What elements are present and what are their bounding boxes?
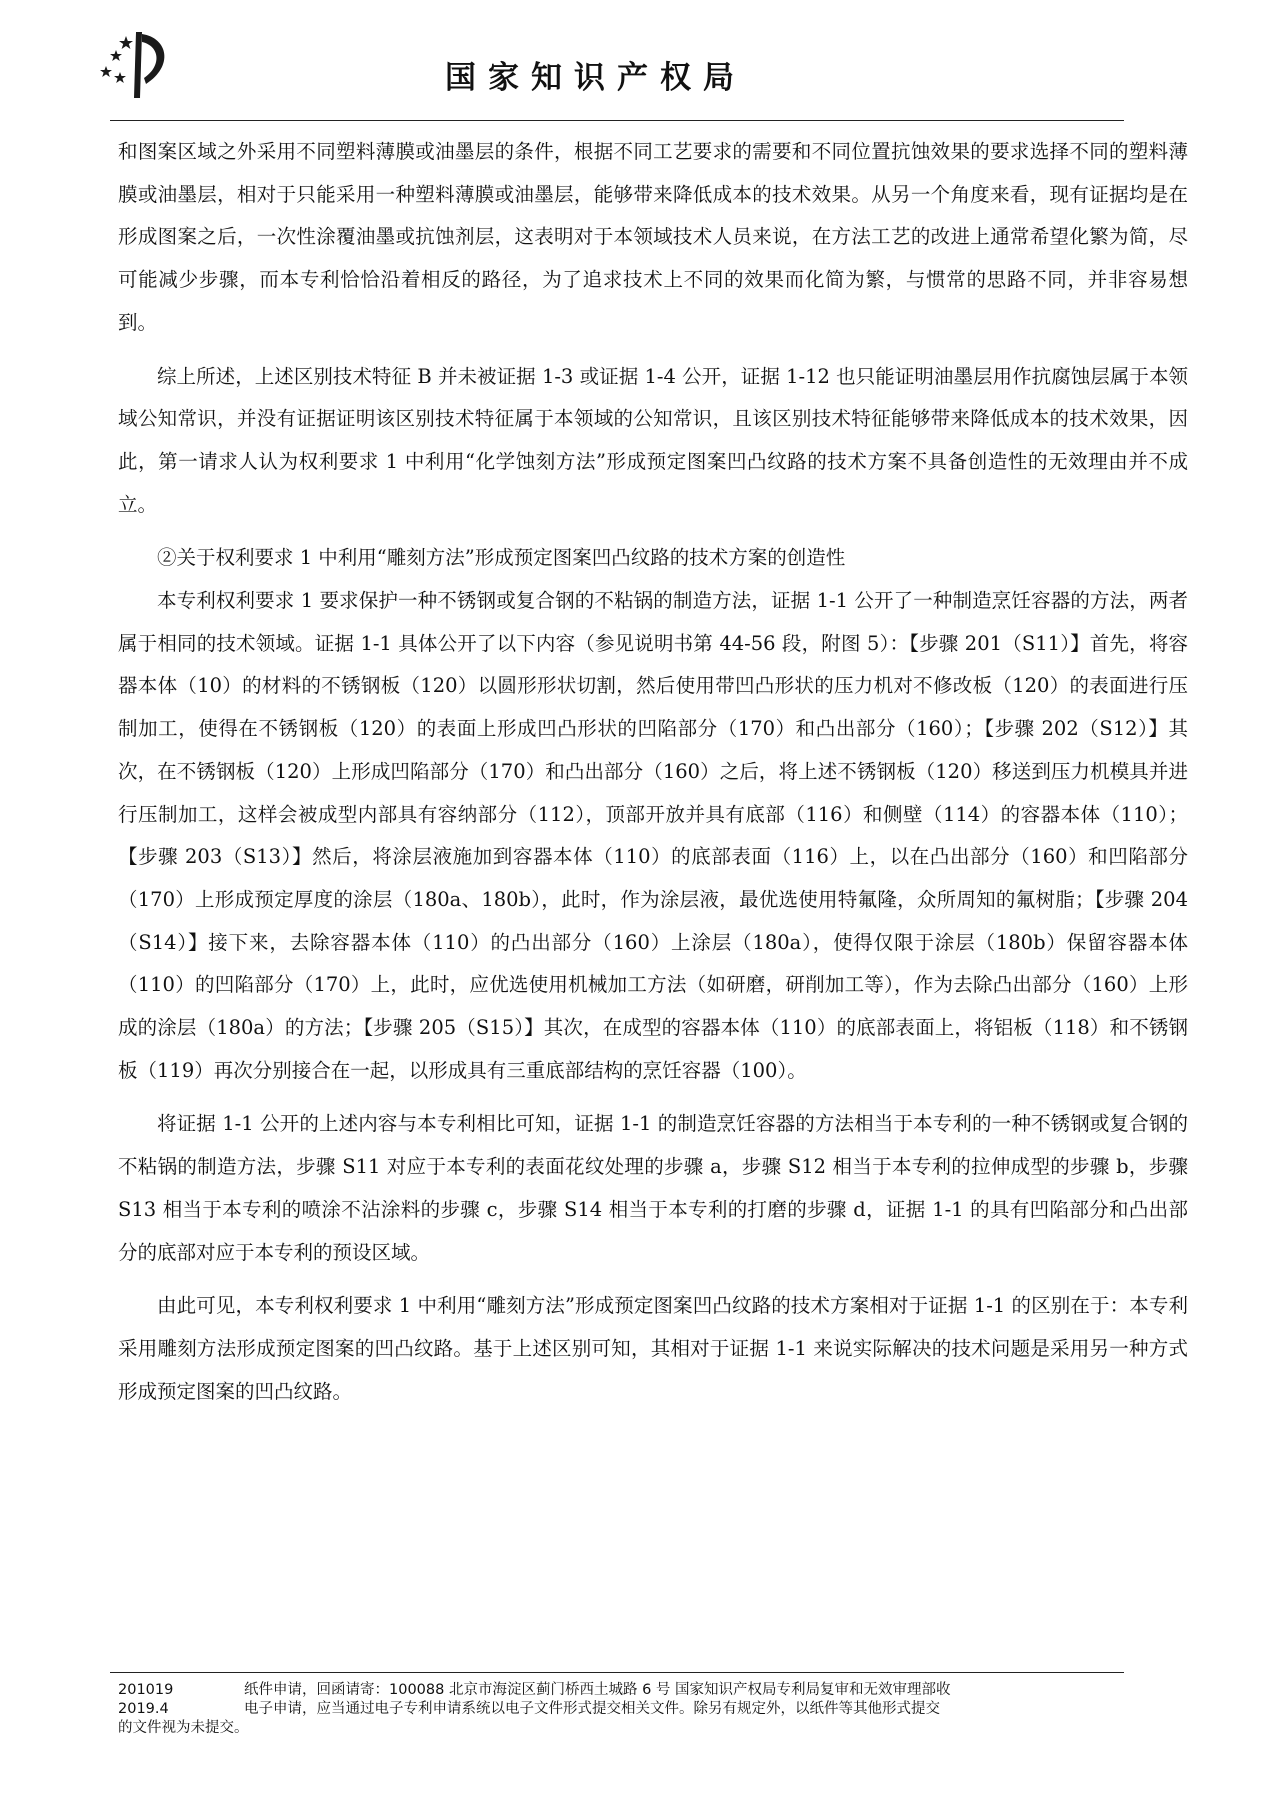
- footer-text: 纸件申请，回函请寄：100088 北京市海淀区蓟门桥西土城路 6 号 国家知识产权局专利局复审和无效审理部收: [244, 1682, 951, 1698]
- footer-divider: [110, 1672, 1124, 1673]
- cnipa-logo: [96, 28, 178, 102]
- footer-code: 201019: [118, 1682, 174, 1698]
- office-title: 国家知识产权局: [445, 60, 746, 96]
- paragraph-continued: 和图案区域之外采用不同塑料薄膜或油墨层的条件，根据不同工艺要求的需要和不同位置抗蚀效果的要求选择不同的塑料薄膜或油墨层，相对于只能采用一种塑料薄膜或油墨层，能够带来降低成本的技术效果。从另一个角度来看，现有证据均是在形成图案之后，一次性涂覆油墨或抗蚀剂层，这表明对于本领域技术人员来说，在方法工艺的改进上通常希望化繁为简，尽可能减少步骤，而本专利恰恰沿着相反的路径，为了追求技术上不同的效果而化简为繁，与惯常的思路不同，并非容易想到。: [118, 140, 1188, 334]
- footer-code: 2019.4: [118, 1701, 169, 1717]
- footer-row: [118, 1681, 1188, 1700]
- footer-text: 电子申请，应当通过电子专利申请系统以电子文件形式提交相关文件。除另有规定外，以纸件等其他形式提交: [244, 1701, 940, 1717]
- paragraph-conclusion: 由此可见，本专利权利要求 1 中利用“雕刻方法”形成预定图案凹凸纹路的技术方案相对于证据 1-1 的区别在于：本专利采用雕刻方法形成预定图案的凹凸纹路。基于上述区别可知，其相对于证据 1-1 来说实际解决的技术问题是采用另一种方式形成预定图案的凹凸纹路。: [118, 1294, 1188, 1403]
- logo-star-1: [119, 36, 133, 49]
- header-divider: [110, 120, 1124, 121]
- logo-p-bowl: [142, 34, 164, 84]
- logo-star-3: [100, 66, 112, 77]
- logo-p-stem: [134, 32, 142, 98]
- logo-star-4: [114, 72, 126, 83]
- section-heading: ②关于权利要求 1 中利用“雕刻方法”形成预定图案凹凸纹路的技术方案的创造性: [157, 546, 846, 570]
- document-body: [118, 131, 1188, 1413]
- footer-notice: [118, 1681, 1188, 1738]
- paragraph-comparison: 将证据 1-1 公开的上述内容与本专利相比可知，证据 1-1 的制造烹饪容器的方法相当于本专利的一种不锈钢或复合钢的不粘锅的制造方法，步骤 S11 对应于本专利的表面花纹处理的步骤 a，步骤 S12 相当于本专利的拉伸成型的步骤 b，步骤 S13 相当于本专利的喷涂不沾涂料的步骤 c，步骤 S14 相当于本专利的打磨的步骤 d，证据 1-1 的具有凹陷部分和凸出部分的底部对应于本专利的预设区域。: [118, 1112, 1188, 1264]
- logo-star-2: [110, 50, 122, 61]
- footer-row: [118, 1700, 1188, 1719]
- footer-continuation: 的文件视为未提交。: [118, 1720, 249, 1736]
- paragraph-summary: 综上所述，上述区别技术特征 B 并未被证据 1-3 或证据 1-4 公开，证据 1-12 也只能证明油墨层用作抗腐蚀层属于本领域公知常识，并没有证据证明该区别技术特征属于本领域的公知常识，且该区别技术特征能够带来降低成本的技术效果，因此，第一请求人认为权利要求 1 中利用“化学蚀刻方法”形成预定图案凹凸纹路的技术方案不具备创造性的无效理由并不成立。: [118, 364, 1188, 516]
- paragraph-evidence: 本专利权利要求 1 要求保护一种不锈钢或复合钢的不粘锅的制造方法，证据 1-1 公开了一种制造烹饪容器的方法，两者属于相同的技术领域。证据 1-1 具体公开了以下内容（参见说明书第 44-56 段，附图 5）：【步骤 201（S11）】首先，将容器本体（10）的材料的不锈钢板（120）以圆形形状切割，然后使用带凹凸形状的压力机对不修改板（120）的表面进行压制加工，使得在不锈钢板（120）的表面上形成凹凸形状的凹陷部分（170）和凸出部分（160）；【步骤 202（S12）】其次，在不锈钢板（120）上形成凹陷部分（170）和凸出部分（160）之后，将上述不锈钢板（120）移送到压力机模具并进行压制加工，这样会被成型内部具有容纳部分（112），顶部开放并具有底部（116）和侧壁（114）的容器本体（110）；【步骤 203（S13）】然后，将涂层液施加到容器本体（110）的底部表面（116）上，以在凸出部分（160）和凹陷部分（170）上形成预定厚度的涂层（180a、180b），此时，作为涂层液，最优选使用特氟隆，众所周知的氟树脂；【步骤 204（S14）】接下来，去除容器本体（110）的凸出部分（160）上涂层（180a），使得仅限于涂层（180b）保留容器本体（110）的凹陷部分（170）上，此时，应优选使用机械加工方法（如研磨，研削加工等），作为去除凸出部分（160）上形成的涂层（180a）的方法；【步骤 205（S15）】其次，在成型的容器本体（110）的底部表面上，将铝板（118）和不锈钢板（119）再次分别接合在一起，以形成具有三重底部结构的烹饪容器（100）。: [118, 589, 1188, 1082]
